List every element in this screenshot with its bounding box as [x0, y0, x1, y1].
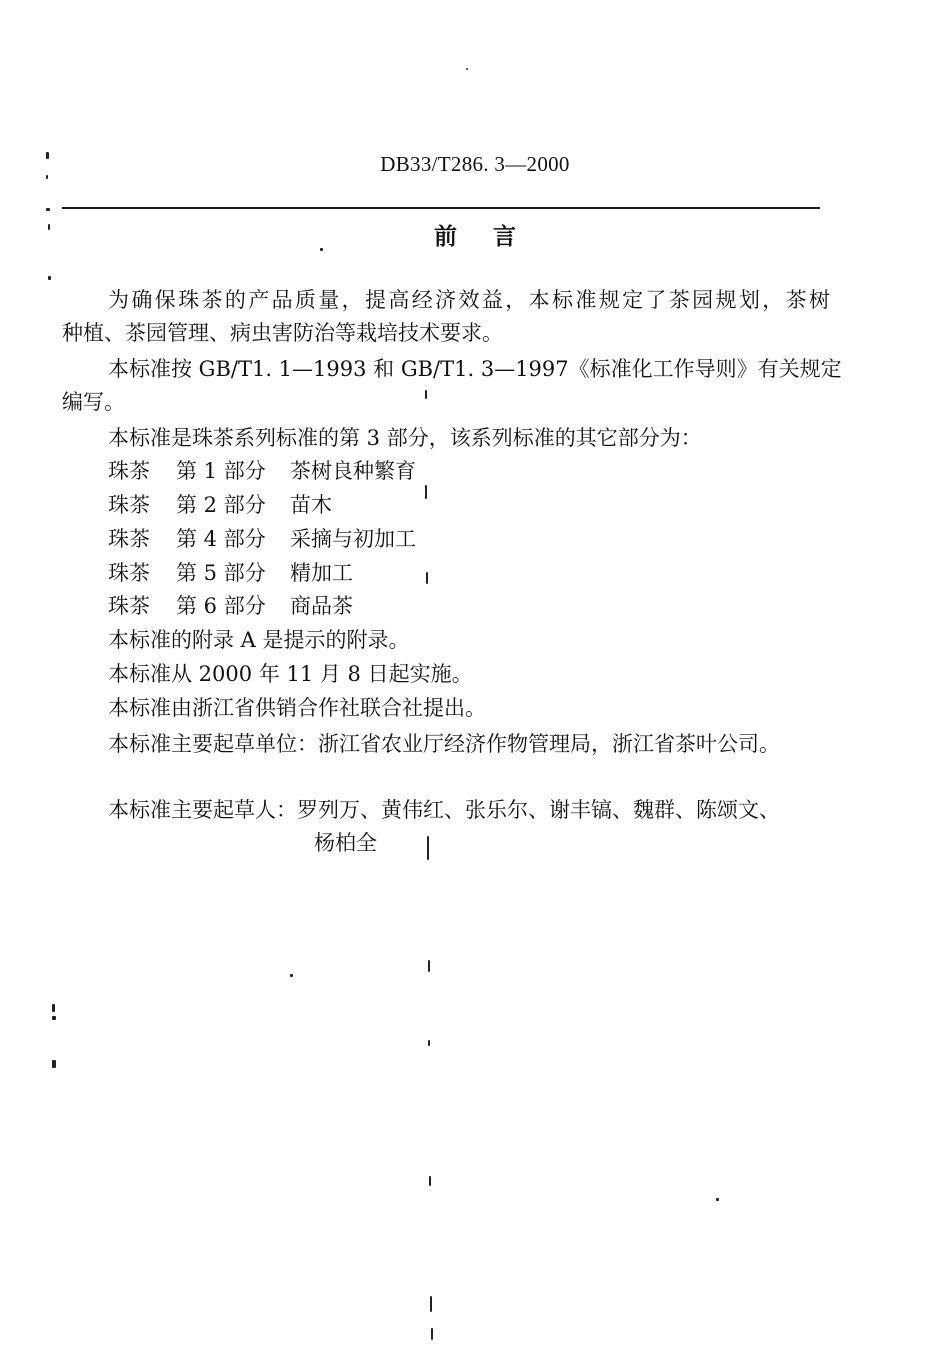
part-title: 茶树良种繁育 — [290, 459, 416, 483]
section-title: 前 言 — [433, 224, 530, 250]
effective-date: 本标准从 2000 年 11 月 8 日起实施。 — [108, 662, 473, 686]
part-title: 商品茶 — [290, 594, 353, 618]
part-number: 第 5 部分 — [176, 561, 266, 585]
part-number: 第 2 部分 — [176, 493, 266, 517]
part-series: 珠茶 — [108, 459, 150, 483]
part-item — [108, 592, 353, 620]
drafters-line-1: 本标准主要起草人：罗列万、黄伟红、张乐尔、谢丰镐、魏群、陈颂文、 — [108, 798, 780, 822]
part-number: 第 6 部分 — [176, 594, 266, 618]
part-title: 采摘与初加工 — [290, 527, 416, 551]
part-series: 珠茶 — [108, 493, 150, 517]
part-number: 第 1 部分 — [176, 459, 266, 483]
part-item — [108, 491, 332, 519]
part-series: 珠茶 — [108, 527, 150, 551]
part-title: 苗木 — [290, 493, 332, 517]
drafting-units: 本标准主要起草单位：浙江省农业厅经济作物管理局，浙江省茶叶公司。 — [108, 732, 780, 756]
document-code: DB33/T286. 3—2000 — [380, 152, 570, 176]
paragraph-2-line-1: 本标准按 GB/T1. 1—1993 和 GB/T1. 3—1997《标准化工作导则》有关规定 — [108, 357, 842, 381]
paragraph-3: 本标准是珠茶系列标准的第 3 部分，该系列标准的其它部分为： — [108, 426, 702, 450]
appendix-note: 本标准的附录 A 是提示的附录。 — [108, 628, 410, 652]
part-item — [108, 559, 353, 587]
paragraph-1-line-2: 种植、茶园管理、病虫害防治等栽培技术要求。 — [62, 321, 503, 345]
part-series: 珠茶 — [108, 594, 150, 618]
part-title: 精加工 — [290, 561, 353, 585]
paragraph-2-line-2: 编写。 — [62, 390, 125, 414]
part-series: 珠茶 — [108, 561, 150, 585]
proposer-note: 本标准由浙江省供销合作社联合社提出。 — [108, 696, 486, 720]
header-rule — [62, 207, 820, 209]
part-item — [108, 525, 416, 553]
part-number: 第 4 部分 — [176, 527, 266, 551]
drafters-line-2: 杨柏全 — [314, 831, 377, 855]
part-item — [108, 457, 416, 485]
paragraph-1-line-1: 为确保珠茶的产品质量，提高经济效益，本标准规定了茶园规划，茶树 — [108, 288, 830, 312]
